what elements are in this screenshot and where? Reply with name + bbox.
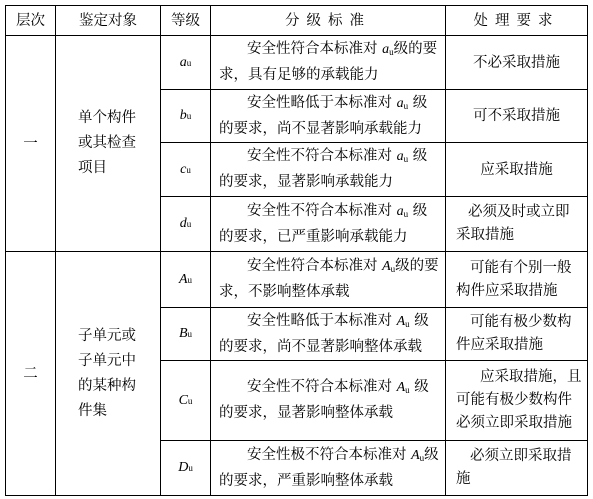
requirement-cell: 不必采取措施 — [473, 54, 560, 71]
standard-cell: 安全性符合本标准对 $a_u$级的要求，具有足够的承载能力 — [219, 41, 438, 83]
grade-cell: B u — [178, 326, 193, 341]
standard-cell: 安全性不符合本标准对 $a_u$ 级的要求，显著影响承载能力 — [219, 148, 428, 190]
header-grade: 等级 — [171, 12, 200, 29]
grade-cell: c u — [180, 161, 191, 177]
standard-cell: 安全性符合本标准对 $A_u$级的要求，不影响整体承载 — [219, 258, 439, 300]
standard-cell: 安全性不符合本标准对 $a_u$ 级的要求，已严重影响承载能力 — [219, 202, 428, 245]
standard-cell: 安全性略低于本标准对 $a_u$ 级的要求，尚不显著影响承载能力 — [219, 94, 428, 137]
header-level: 层次 — [16, 12, 45, 29]
grade-cell: d u — [179, 216, 192, 231]
standard-cell: 安全性极不符合本标准对 $A_u$级的要求，严重影响整体承载 — [219, 446, 439, 489]
group-object: 单个构件或其检查项目 — [78, 110, 136, 176]
standard-cell: 安全性不符合本标准对 $A_u$ 级的要求，显著影响整体承载 — [219, 379, 429, 421]
header-requirement: 处理要求 — [473, 12, 560, 29]
requirement-cell: 可不采取措施 — [473, 108, 560, 124]
standard-cell: 安全性略低于本标准对 $A_u$ 级的要求，尚不显著影响整体承载 — [219, 312, 429, 355]
requirement-cell: 必须立即采取措施 — [456, 448, 572, 487]
header-object: 鉴定对象 — [79, 12, 137, 29]
table-border-bottom — [5, 495, 588, 496]
requirement-cell: 必须及时或立即采取措施 — [456, 204, 570, 243]
header-standard: 分级标准 — [285, 12, 371, 29]
grade-cell: D u — [178, 460, 193, 475]
requirement-cell: 应采取措施 — [480, 161, 553, 178]
group-level: 一 — [23, 135, 38, 152]
requirement-cell: 可能有个别一般构件应采取措施 — [456, 259, 572, 299]
grade-cell: b u — [179, 108, 192, 123]
requirement-cell: 应采取措施，且可能有极少数构件必须立即采取措施 — [456, 369, 582, 431]
group-level: 二 — [23, 365, 38, 382]
group-object: 子单元或子单元中的某种构件集 — [78, 327, 136, 419]
requirement-cell: 可能有极少数构件应采取措施 — [456, 314, 572, 353]
grade-cell: C u — [178, 392, 193, 408]
grade-cell: a u — [179, 54, 192, 70]
grade-cell: A u — [178, 271, 193, 287]
table-border-right — [587, 5, 588, 496]
